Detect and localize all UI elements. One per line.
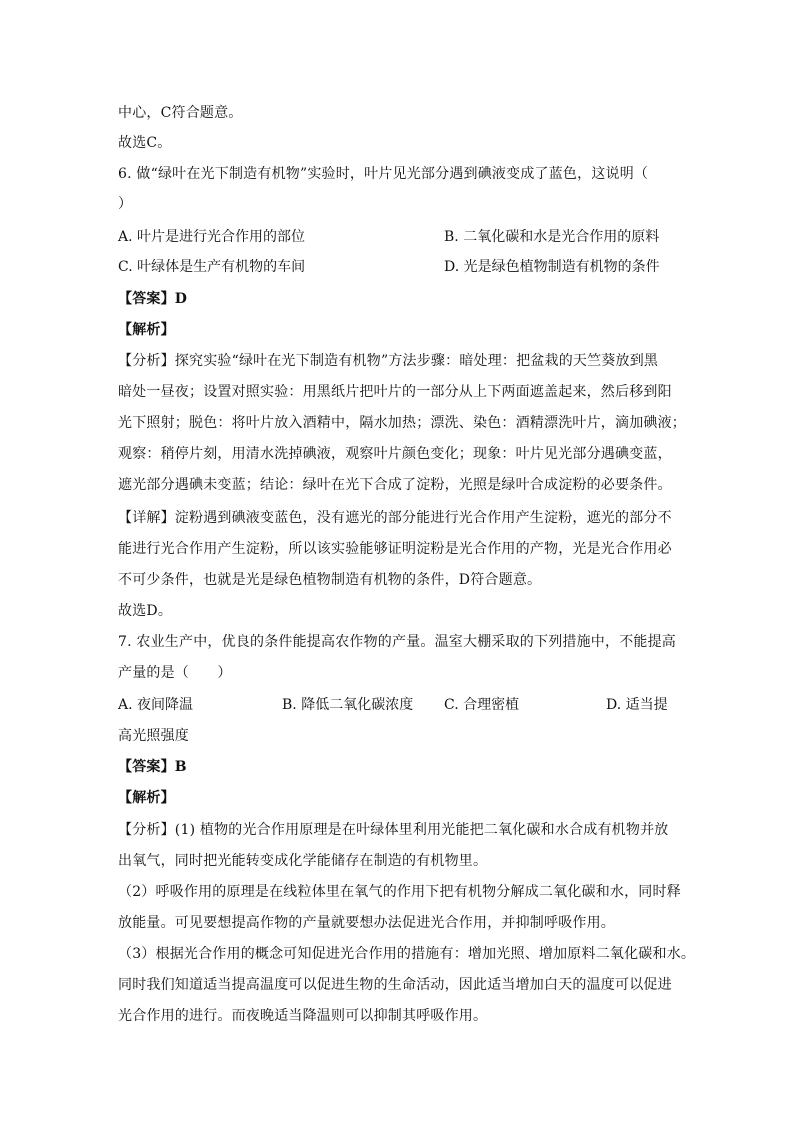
q7-option-c: C. 合理密植 xyxy=(444,697,520,713)
q6-option-c: C. 叶绿体是生产有机物的车间 xyxy=(118,259,306,275)
q7-option-b: B. 降低二氧化碳浓度 xyxy=(282,697,414,713)
q6-detail-line: 不可少条件，也就是光是绿色植物制造有机物的条件，D符合题意。 xyxy=(118,572,542,588)
q6-answer: 【答案】D xyxy=(118,291,188,307)
q7-analysis-line: 光合作用的进行。而夜晚适当降温则可以抑制其呼吸作用。 xyxy=(118,1008,488,1024)
question-7-stem: 7. 农业生产中，优良的条件能提高农作物的产量。温室大棚采取的下列措施中，不能提高 xyxy=(118,634,677,650)
q7-option-d-continued: 高光照强度 xyxy=(118,728,189,744)
q6-analysis-heading: 【解析】 xyxy=(118,322,175,338)
q6-analysis-line: 观察：稍停片刻，用清水洗掉碘液，观察叶片颜色变化；现象：叶片见光部分遇碘变蓝， xyxy=(118,446,672,462)
question-6-stem: 6. 做“绿叶在光下制造有机物”实验时，叶片见光部分遇到碘液变成了蓝色，这说明（ xyxy=(118,166,649,182)
q7-analysis-line: 同时我们知道适当提高温度可以促进生物的生命活动，因此适当增加白天的温度可以促进 xyxy=(118,977,672,993)
q7-option-a: A. 夜间降温 xyxy=(118,697,194,713)
q7-analysis-line: （2）呼吸作用的原理是在线粒体里在氧气的作用下把有机物分解成二氧化碳和水，同时释 xyxy=(118,884,681,900)
q6-detail-line: 【详解】淀粉遇到碘液变蓝色，没有遮光的部分能进行光合作用产生淀粉，遮光的部分不 xyxy=(118,510,672,526)
q6-conclusion: 故选D。 xyxy=(118,603,173,619)
q6-detail-line: 能进行光合作用产生淀粉，所以该实验能够证明淀粉是光合作用的产物，光是光合作用必 xyxy=(118,541,672,557)
q7-analysis-line: 【分析】(1) 植物的光合作用原理是在叶绿体里利用光能把二氧化碳和水合成有机物并放 xyxy=(118,822,669,838)
q6-option-d: D. 光是绿色植物制造有机物的条件 xyxy=(444,259,660,275)
q7-answer: 【答案】B xyxy=(118,759,187,775)
q6-analysis-line: 遮光部分遇碘未变蓝；结论：绿叶在光下合成了淀粉，光照是绿叶合成淀粉的必要条件。 xyxy=(118,477,672,493)
q6-analysis-line: 【分析】探究实验“绿叶在光下制造有机物”方法步骤：暗处理：把盆栽的天竺葵放到黑 xyxy=(118,353,659,369)
question-6-stem-end: ） xyxy=(118,196,133,212)
question-7-stem-end: 产量的是（ ） xyxy=(118,665,232,681)
q7-analysis-line: 放能量。可见要想提高作物的产量就要想办法促进光合作用，并抑制呼吸作用。 xyxy=(118,915,615,931)
q6-option-b: B. 二氧化碳和水是光合作用的原料 xyxy=(444,229,660,245)
q7-option-d: D. 适当提 xyxy=(606,697,668,713)
q7-analysis-line: 出氧气，同时把光能转变成化学能储存在制造的有机物里。 xyxy=(118,853,488,869)
q6-analysis-line: 暗处一昼夜；设置对照实验：用黑纸片把叶片的一部分从上下两面遮盖起来，然后移到阳 xyxy=(118,384,672,400)
q7-analysis-line: （3）根据光合作用的概念可知促进光合作用的措施有：增加光照、增加原料二氧化碳和水。 xyxy=(118,946,696,962)
text-line: 中心，C符合题意。 xyxy=(118,105,243,121)
q6-analysis-line: 光下照射；脱色：将叶片放入酒精中，隔水加热；漂洗、染色：酒精漂洗叶片，滴加碘液； xyxy=(118,415,686,431)
q6-option-a: A. 叶片是进行光合作用的部位 xyxy=(118,229,306,245)
text-line: 故选C。 xyxy=(118,135,172,151)
q7-analysis-heading: 【解析】 xyxy=(118,790,175,806)
